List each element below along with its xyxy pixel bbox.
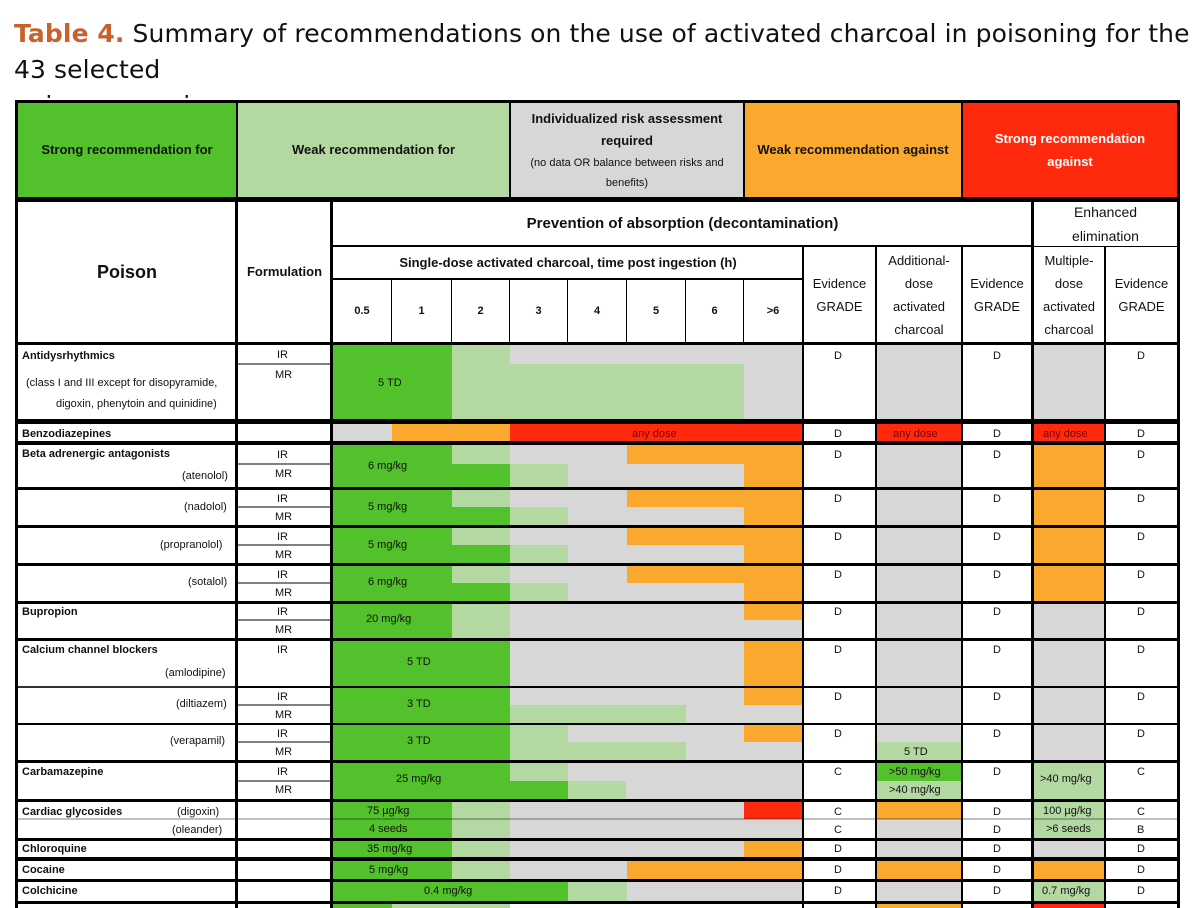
- header-additional-line1: Additional-: [888, 252, 950, 268]
- dose: 6 mg/kg: [368, 460, 408, 472]
- grade: D: [993, 606, 1001, 618]
- header-multiple-line2: dose: [1054, 275, 1084, 291]
- header-additional-line3: activated: [892, 298, 946, 314]
- poison-sub: digoxin, phenytoin and quinidine): [56, 398, 217, 410]
- grade: D: [1137, 691, 1145, 703]
- grade: D: [834, 569, 842, 581]
- caption-text-line1: Summary of recommendations on the use of activated charcoal in poisoning for the 43 selected: [14, 19, 1190, 84]
- poison-name: (verapamil): [170, 735, 226, 747]
- poison-name: Benzodiazepines: [22, 428, 112, 440]
- additional-dose: >50 mg/kg: [889, 766, 941, 778]
- formulation: IR: [277, 531, 288, 543]
- grade: C: [834, 824, 842, 836]
- header-additional-line2: dose: [904, 275, 934, 291]
- header-multiple-line1: Multiple-: [1044, 252, 1094, 268]
- header-evidence-1-line2: GRADE: [816, 298, 863, 314]
- grade: D: [1137, 606, 1145, 618]
- grade: D: [993, 806, 1001, 818]
- grade: D: [993, 569, 1001, 581]
- grade: D: [993, 885, 1001, 897]
- dose: 3 TD: [407, 735, 431, 747]
- poison-name: (atenolol): [182, 470, 228, 482]
- time-col-1: [392, 280, 451, 342]
- multiple-dose: any dose: [1043, 428, 1088, 440]
- dose: 5 mg/kg: [368, 501, 408, 513]
- header-evidence-1-line1: Evidence: [812, 275, 867, 291]
- poison-name: (amlodipine): [165, 667, 226, 679]
- poison-name: Bupropion: [22, 606, 78, 618]
- formulation: IR: [277, 691, 288, 703]
- time-col-5: [627, 280, 685, 342]
- grade: C: [1137, 806, 1145, 818]
- poison-name: Cardiac glycosides: [22, 806, 123, 818]
- legend-strong-for-label: Strong recommendation for: [41, 142, 213, 157]
- header-additional-dose: [877, 247, 961, 342]
- formulation: MR: [275, 511, 293, 523]
- header-formulation-label: Formulation: [246, 264, 323, 279]
- time-col-label: 3: [535, 305, 542, 317]
- header-enhanced-line1: Enhanced: [1073, 204, 1138, 220]
- grade: D: [834, 728, 842, 740]
- formulation: MR: [275, 624, 293, 636]
- grade: D: [1137, 493, 1145, 505]
- grade: D: [834, 606, 842, 618]
- formulation: MR: [275, 784, 293, 796]
- multiple-dose: 0.7 mg/kg: [1042, 885, 1091, 897]
- formulation: MR: [275, 709, 293, 721]
- header-evidence-1: [804, 247, 875, 342]
- grade: D: [993, 493, 1001, 505]
- time-col-3: [510, 280, 567, 342]
- dose: 25 mg/kg: [396, 773, 442, 785]
- dose: 3 TD: [407, 698, 431, 710]
- legend-indiv-line2: required: [600, 133, 653, 148]
- grade: D: [834, 350, 842, 362]
- dose: 0.4 mg/kg: [424, 885, 473, 897]
- poison-group-name: Beta adrenergic antagonists: [22, 448, 170, 460]
- header-evidence-2-line1: Evidence: [970, 275, 1024, 291]
- header-prevention-label: Prevention of absorption (decontamination): [526, 214, 839, 232]
- formulation: IR: [277, 449, 288, 461]
- header-poison-label: Poison: [96, 262, 157, 282]
- additional-dose: >40 mg/kg: [889, 784, 941, 796]
- dose: 75 µg/kg: [367, 805, 410, 817]
- poison-sub: (class I and III except for disopyramide,: [26, 377, 218, 389]
- grade: D: [1137, 531, 1145, 543]
- multiple-dose: >40 mg/kg: [1040, 773, 1092, 785]
- poison-name: (sotalol): [188, 576, 228, 588]
- grade: D: [993, 531, 1001, 543]
- additional-dose: 5 TD: [904, 746, 928, 758]
- time-col-label: 4: [593, 305, 601, 317]
- grade: D: [834, 644, 842, 656]
- poison-name: (propranolol): [160, 539, 223, 551]
- poison-name: (diltiazem): [176, 698, 227, 710]
- time-col-2: [452, 280, 509, 342]
- header-additional-line4: charcoal: [894, 321, 944, 337]
- time-col-label: 0.5: [354, 305, 370, 317]
- legend-indiv-line4: benefits): [605, 177, 649, 189]
- grade: D: [993, 428, 1001, 440]
- time-col-gt6: [744, 280, 802, 342]
- caption-label: Table 4.: [14, 19, 125, 48]
- legend-weak-against-label: Weak recommendation against: [757, 142, 949, 157]
- grade: D: [1137, 428, 1145, 440]
- header-evidence-2: [963, 247, 1031, 342]
- grade: D: [1137, 728, 1145, 740]
- header-single-dose-label: Single-dose activated charcoal, time post ingestion (h): [399, 254, 737, 270]
- dose: any dose: [632, 428, 677, 440]
- grade: D: [834, 843, 842, 855]
- header-enhanced-line2: elimination: [1072, 228, 1139, 244]
- grade: C: [834, 806, 842, 818]
- header-enhanced-elimination: [1034, 202, 1177, 246]
- formulation: IR: [277, 606, 288, 618]
- dose: 20 mg/kg: [366, 613, 412, 625]
- grade: D: [993, 449, 1001, 461]
- time-col-label: 1: [418, 305, 425, 317]
- grade: D: [1137, 449, 1145, 461]
- grade: D: [834, 428, 842, 440]
- grade: D: [993, 864, 1001, 876]
- formulation: MR: [275, 746, 293, 758]
- header-prevention: [333, 202, 1032, 245]
- formulation: IR: [277, 349, 288, 361]
- grade: D: [1137, 350, 1145, 362]
- multiple-dose: 100 µg/kg: [1043, 805, 1092, 817]
- dose: 4 seeds: [369, 823, 408, 835]
- poison-sub: (digoxin): [177, 806, 220, 818]
- header-formulation: [238, 202, 331, 342]
- legend-indiv-line1: Individualized risk assessment: [531, 111, 723, 126]
- grade: D: [834, 449, 842, 461]
- formulation: MR: [275, 549, 293, 561]
- grade: D: [834, 864, 842, 876]
- header-evidence-3-line1: Evidence: [1114, 275, 1169, 291]
- formulation: MR: [275, 468, 293, 480]
- formulation: IR: [277, 493, 288, 505]
- header-multiple-dose: [1034, 247, 1104, 342]
- grade: D: [993, 824, 1001, 836]
- poison-group-name: Calcium channel blockers: [22, 644, 158, 656]
- time-col-6: [686, 280, 743, 342]
- header-multiple-line4: charcoal: [1044, 321, 1094, 337]
- dose: 5 TD: [378, 377, 402, 389]
- formulation: IR: [277, 766, 288, 778]
- grade: C: [834, 766, 842, 778]
- time-col-0.5: [333, 280, 391, 342]
- multiple-dose: >6 seeds: [1046, 823, 1091, 835]
- grade: D: [1137, 843, 1145, 855]
- dose: 5 mg/kg: [369, 864, 409, 876]
- dose: 35 mg/kg: [367, 843, 413, 855]
- poison-name: Carbamazepine: [22, 766, 104, 778]
- grade: D: [993, 350, 1001, 362]
- poison-name: Colchicine: [22, 885, 78, 897]
- additional-dose: any dose: [893, 428, 938, 440]
- grade: D: [834, 493, 842, 505]
- legend-strong-against-line1: Strong recommendation: [994, 131, 1146, 146]
- header-single-dose: [333, 247, 803, 278]
- grade: D: [1137, 569, 1145, 581]
- time-col-label: >6: [766, 305, 780, 317]
- legend-weak-for-label: Weak recommendation for: [291, 142, 456, 157]
- formulation: MR: [275, 369, 293, 381]
- formulation: IR: [277, 644, 288, 656]
- dose: 6 mg/kg: [368, 576, 408, 588]
- legend-strong-against-line2: against: [1047, 154, 1093, 169]
- dose: 5 mg/kg: [368, 539, 408, 551]
- formulation: IR: [277, 569, 288, 581]
- time-col-label: 5: [652, 305, 660, 317]
- dose: 5 TD: [407, 656, 431, 668]
- header-multiple-line3: activated: [1042, 298, 1096, 314]
- time-col-4: [568, 280, 626, 342]
- poison-name: Antidysrhythmics: [22, 350, 115, 362]
- legend-indiv-line3: (no data OR balance between risks and: [530, 157, 724, 169]
- grade: D: [993, 644, 1001, 656]
- grade: D: [1137, 864, 1145, 876]
- poison-name: Chloroquine: [22, 843, 87, 855]
- formulation: IR: [277, 728, 288, 740]
- grade: D: [993, 766, 1001, 778]
- grade: D: [993, 843, 1001, 855]
- grade: D: [993, 728, 1001, 740]
- grade: B: [1137, 824, 1145, 836]
- header-poison: [18, 202, 236, 342]
- poison-name: (nadolol): [184, 501, 227, 513]
- poison-sub: (oleander): [172, 824, 223, 836]
- grade: C: [1137, 766, 1145, 778]
- grade: D: [834, 691, 842, 703]
- header-evidence-3-line2: GRADE: [1118, 298, 1165, 314]
- time-col-label: 2: [477, 305, 484, 317]
- header-evidence-3: [1106, 247, 1177, 342]
- header-evidence-2-line2: GRADE: [973, 298, 1021, 314]
- grade: D: [1137, 644, 1145, 656]
- grade: D: [834, 531, 842, 543]
- grade: D: [993, 691, 1001, 703]
- formulation: MR: [275, 587, 293, 599]
- time-col-label: 6: [711, 305, 718, 317]
- grade: D: [834, 885, 842, 897]
- poison-name: Cocaine: [22, 864, 65, 876]
- grade: D: [1137, 885, 1145, 897]
